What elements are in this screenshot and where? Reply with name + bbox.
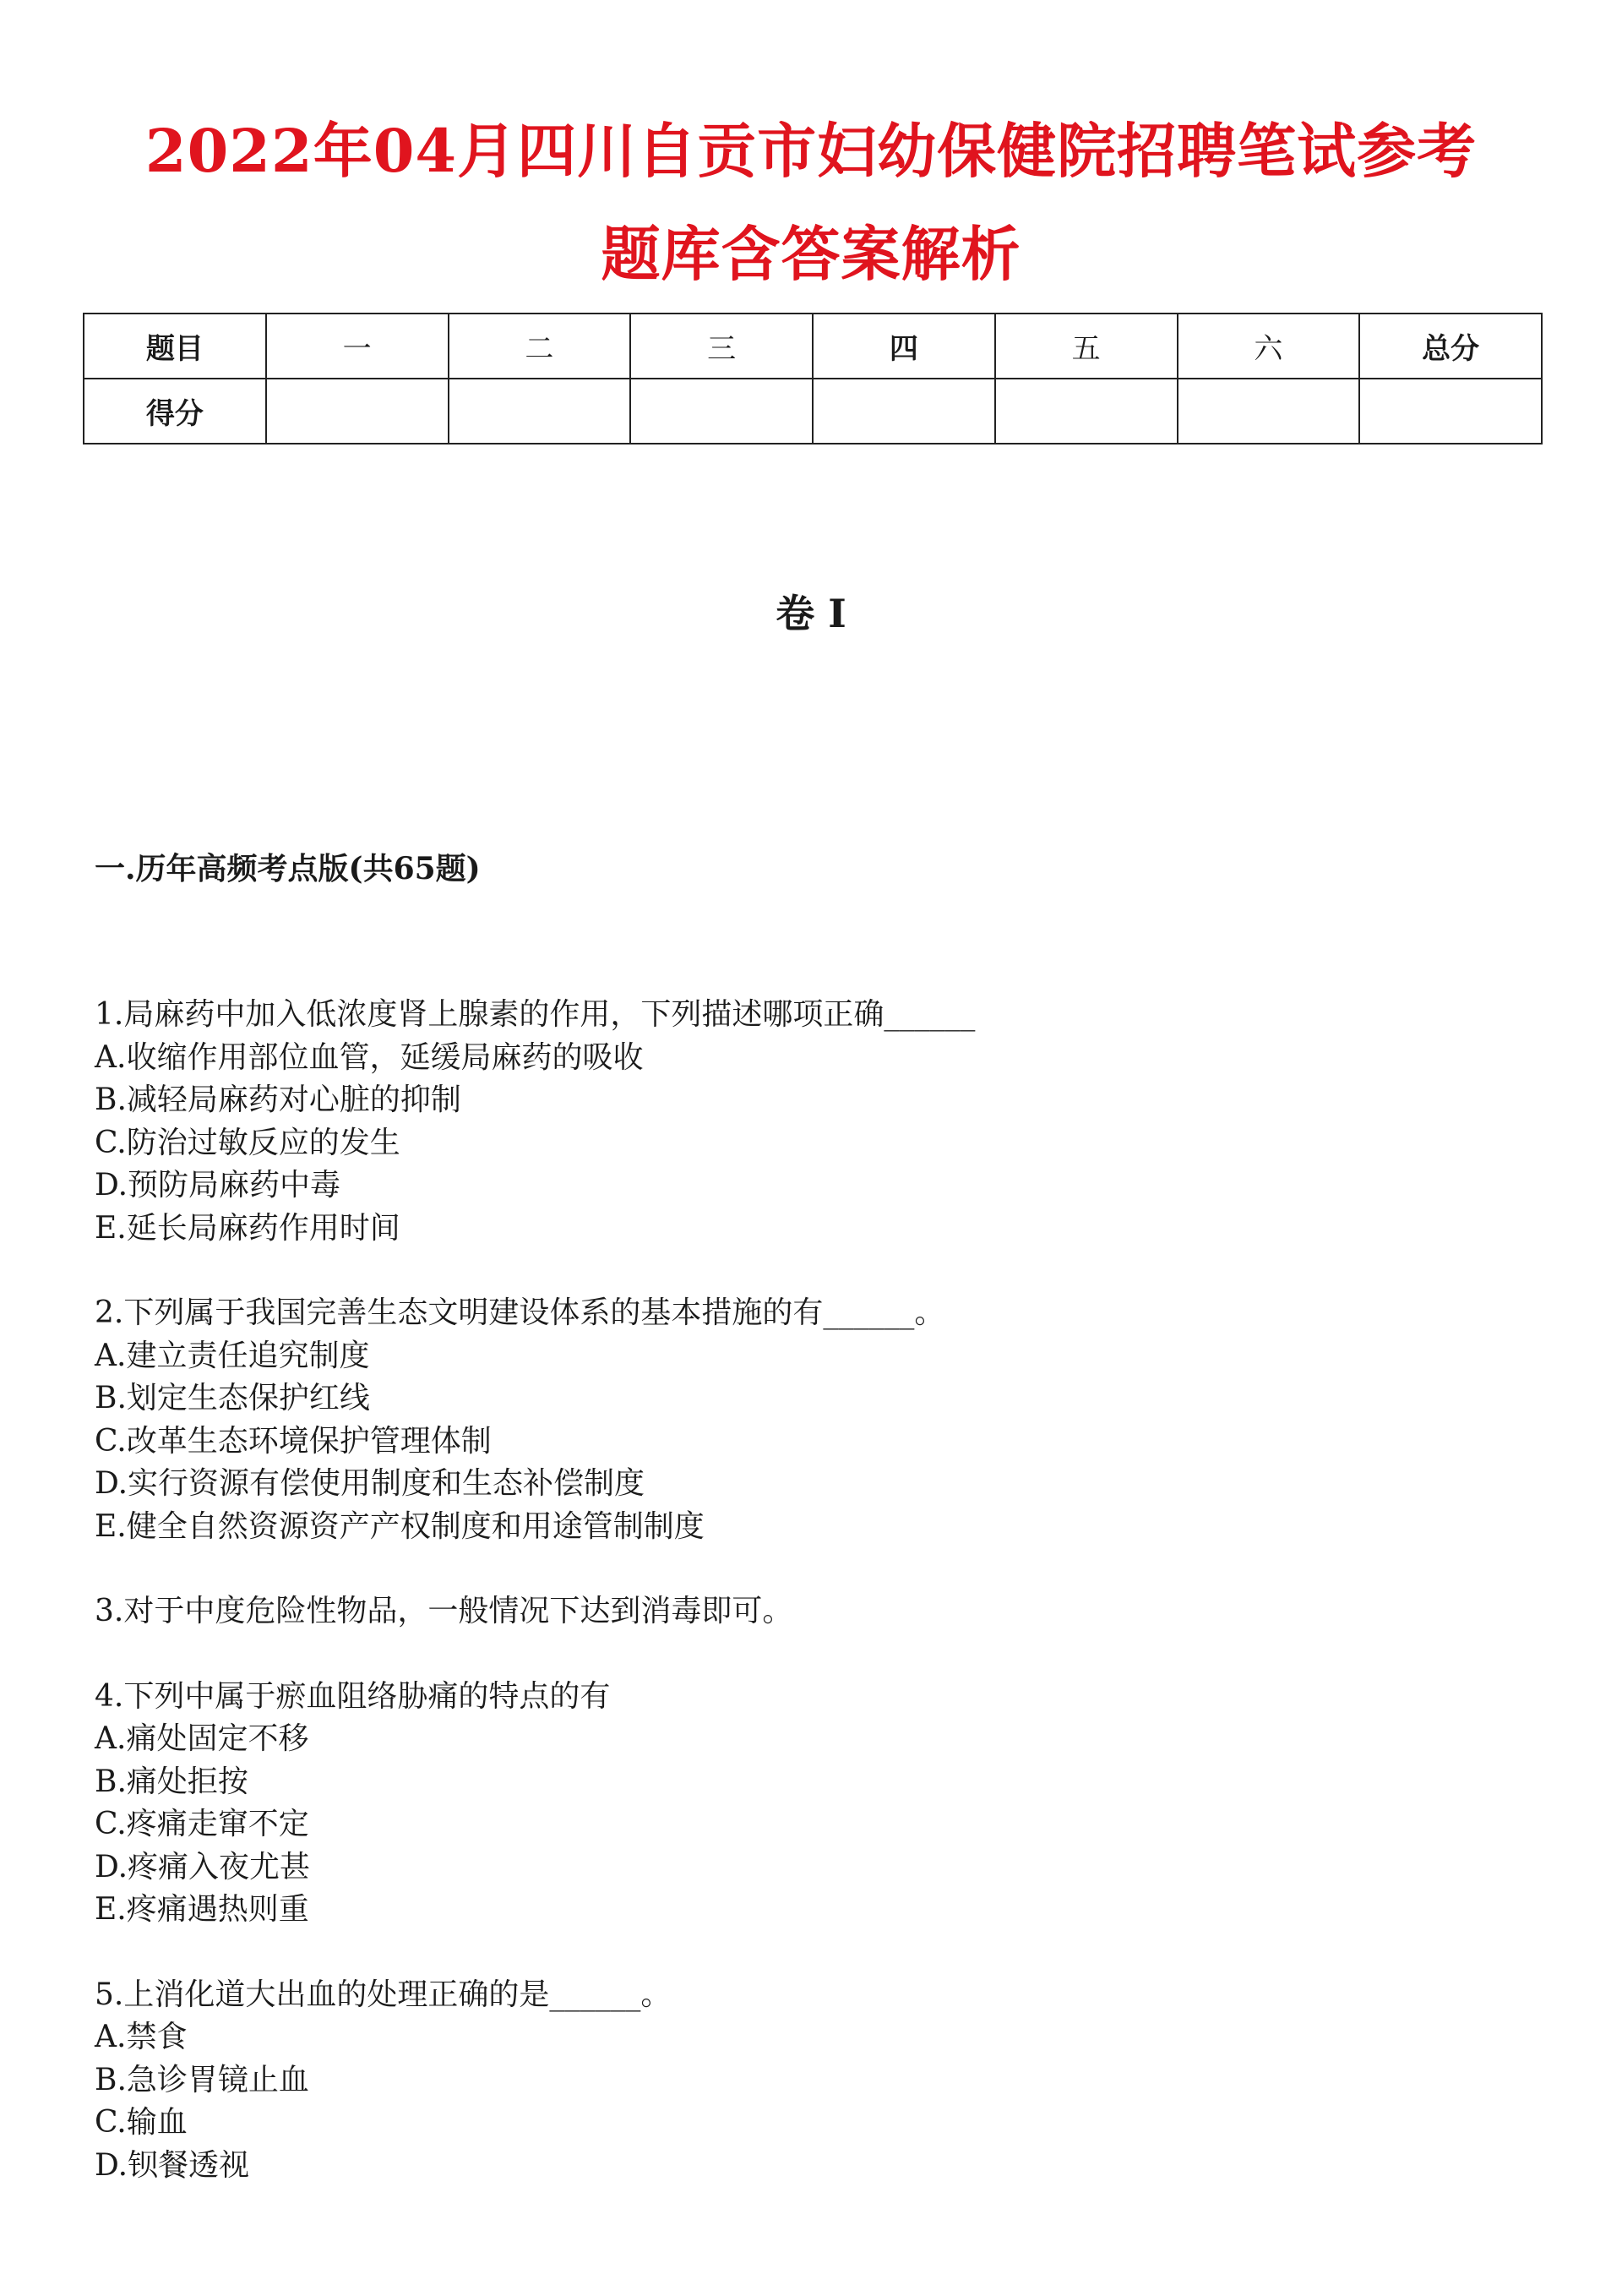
score-cell	[1178, 379, 1360, 444]
question-option: E.延长局麻药作用时间	[95, 1210, 400, 1246]
score-header-cell: 六	[1178, 314, 1360, 379]
question-option: D.钡餐透视	[95, 2147, 250, 2183]
question-item	[95, 1590, 1548, 1633]
score-table	[83, 313, 1543, 444]
question-option: E.健全自然资源资产产权制度和用途管制制度	[95, 1508, 705, 1544]
question-option: C.防治过敏反应的发生	[95, 1125, 400, 1160]
score-cell	[630, 379, 813, 444]
score-header-cell: 一	[266, 314, 449, 379]
question-option: B.减轻局麻药对心脏的抑制	[95, 1083, 461, 1117]
question-option: D.预防局麻药中毒	[95, 1168, 341, 1203]
question-option: C.改革生态环境保护管理体制	[95, 1423, 492, 1459]
score-header-cell: 题目	[84, 314, 266, 379]
question-item	[95, 1292, 1548, 1548]
question-option: B.划定生态保护红线	[95, 1381, 370, 1415]
question-list	[95, 994, 1548, 2229]
question-stem: 2.下列属于我国完善生态文明建设体系的基本措施的有______。	[95, 1295, 945, 1330]
question-option: D.疼痛入夜尤甚	[95, 1849, 311, 1884]
volume-label: 卷 I	[776, 591, 846, 636]
question-option: A.禁食	[95, 2020, 188, 2054]
score-header-cell: 四	[813, 314, 995, 379]
score-cell	[266, 379, 449, 444]
document-title	[68, 100, 1554, 306]
score-header-cell: 二	[449, 314, 631, 379]
score-header-cell: 总分	[1359, 314, 1542, 379]
question-item	[95, 994, 1548, 1250]
question-option: E.疼痛遇热则重	[95, 1892, 309, 1927]
score-cell	[813, 379, 995, 444]
question-option: A.建立责任追究制度	[95, 1338, 370, 1373]
score-cell	[995, 379, 1178, 444]
question-item	[95, 1974, 1548, 2188]
score-row-label: 得分	[84, 379, 266, 444]
question-option: C.疼痛走窜不定	[95, 1807, 309, 1841]
question-item	[95, 1676, 1548, 1932]
score-cell	[449, 379, 631, 444]
question-stem: 3.对于中度危险性物品，一般情况下达到消毒即可。	[95, 1594, 793, 1628]
question-option: A.收缩作用部位血管，延缓局麻药的吸收	[95, 1039, 644, 1075]
score-header-cell: 三	[630, 314, 813, 379]
score-cell	[1359, 379, 1542, 444]
question-stem: 4.下列中属于瘀血阻络胁痛的特点的有	[95, 1678, 611, 1714]
question-option: B.痛处拒按	[95, 1764, 248, 1799]
score-header-cell: 五	[995, 314, 1178, 379]
section-title: 一.历年高频考点版(共65题)	[95, 851, 481, 886]
question-stem: 1.局麻药中加入低浓度肾上腺素的作用，下列描述哪项正确______	[95, 997, 976, 1032]
question-option: B.急诊胃镜止血	[95, 2062, 309, 2097]
question-option: A.痛处固定不移	[95, 1721, 309, 1756]
title-line-1: 2022年04月四川自贡市妇幼保健院招聘笔试参考	[144, 116, 1478, 186]
score-table-header-row	[84, 314, 1542, 379]
question-option: D.实行资源有偿使用制度和生态补偿制度	[95, 1466, 645, 1501]
score-table-score-row	[84, 379, 1542, 444]
question-stem: 5.上消化道大出血的处理正确的是______。	[95, 1977, 672, 2012]
question-option: C.输血	[95, 2105, 188, 2140]
title-line-2: 题库含答案解析	[601, 219, 1021, 289]
